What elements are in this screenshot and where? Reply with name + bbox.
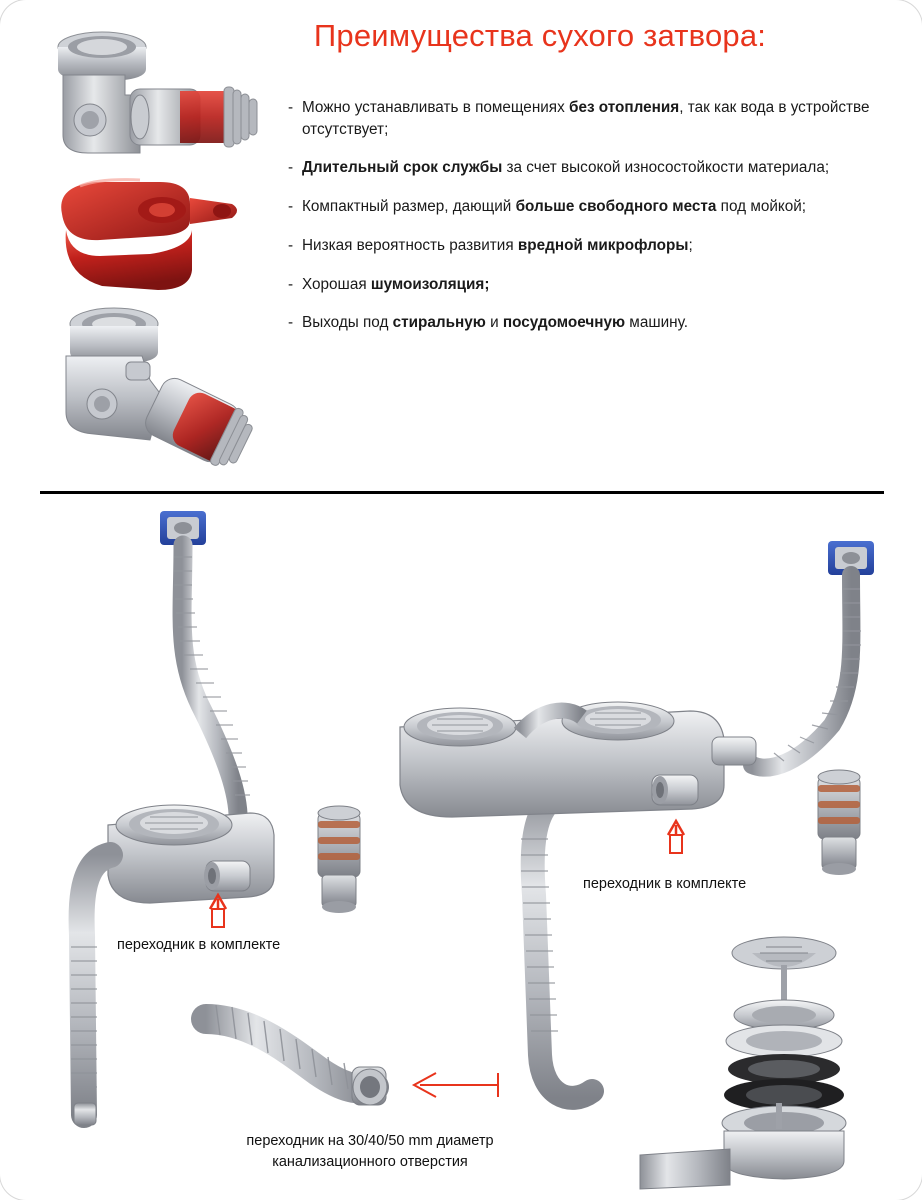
adapter-arrow-right bbox=[668, 821, 684, 853]
product-photo-1 bbox=[30, 25, 262, 175]
installation-diagram bbox=[0, 495, 922, 1200]
list-item bbox=[288, 274, 888, 296]
bullet-marker: - bbox=[288, 275, 294, 293]
bullet-marker: - bbox=[288, 236, 294, 254]
bullet-marker: - bbox=[288, 159, 294, 177]
bullet-text: Низкая вероятность развития вредной микрофлоры; bbox=[302, 236, 693, 254]
adapter-arrow-left bbox=[210, 895, 226, 927]
caption-adapter-left: переходник в комплекте bbox=[117, 937, 281, 953]
list-item bbox=[288, 196, 888, 218]
bullet-text: Выходы под стиральную и посудомоечную машину. bbox=[302, 314, 688, 332]
bullet-marker: - bbox=[288, 99, 294, 116]
bullet-text: Длительный срок службы за счет высокой износостойкости материала; bbox=[302, 159, 830, 177]
page-title: Преимущества сухого затвора: bbox=[313, 18, 767, 53]
adapter-part-right bbox=[818, 770, 860, 875]
caption-adapter-bottom: переходник на 30/40/50 mm диаметр канализационного отверстия bbox=[246, 1133, 494, 1171]
bullet-text: Можно устанавливать в помещениях без отопления, так как вода в устройстве отсутствует; bbox=[302, 99, 870, 138]
advantages-list bbox=[288, 97, 888, 351]
bullet-marker: - bbox=[288, 198, 294, 216]
hose-arrow bbox=[414, 1073, 498, 1097]
list-item bbox=[288, 157, 888, 179]
bullet-marker: - bbox=[288, 314, 294, 332]
bullet-text: Компактный размер, дающий больше свободного места под мойкой; bbox=[302, 198, 807, 216]
list-item bbox=[288, 97, 888, 140]
adapter-hose-bottom bbox=[206, 1005, 498, 1105]
section-divider bbox=[40, 491, 884, 494]
product-photo-3 bbox=[30, 300, 262, 472]
caption-adapter-right: переходник в комплекте bbox=[583, 876, 747, 892]
product-photo-2 bbox=[40, 170, 245, 300]
list-item bbox=[288, 235, 888, 257]
adapter-part-left bbox=[318, 806, 360, 913]
bullet-text: Хорошая шумоизоляция; bbox=[302, 275, 490, 293]
list-item bbox=[288, 312, 888, 334]
strainer-exploded-view bbox=[640, 937, 846, 1189]
